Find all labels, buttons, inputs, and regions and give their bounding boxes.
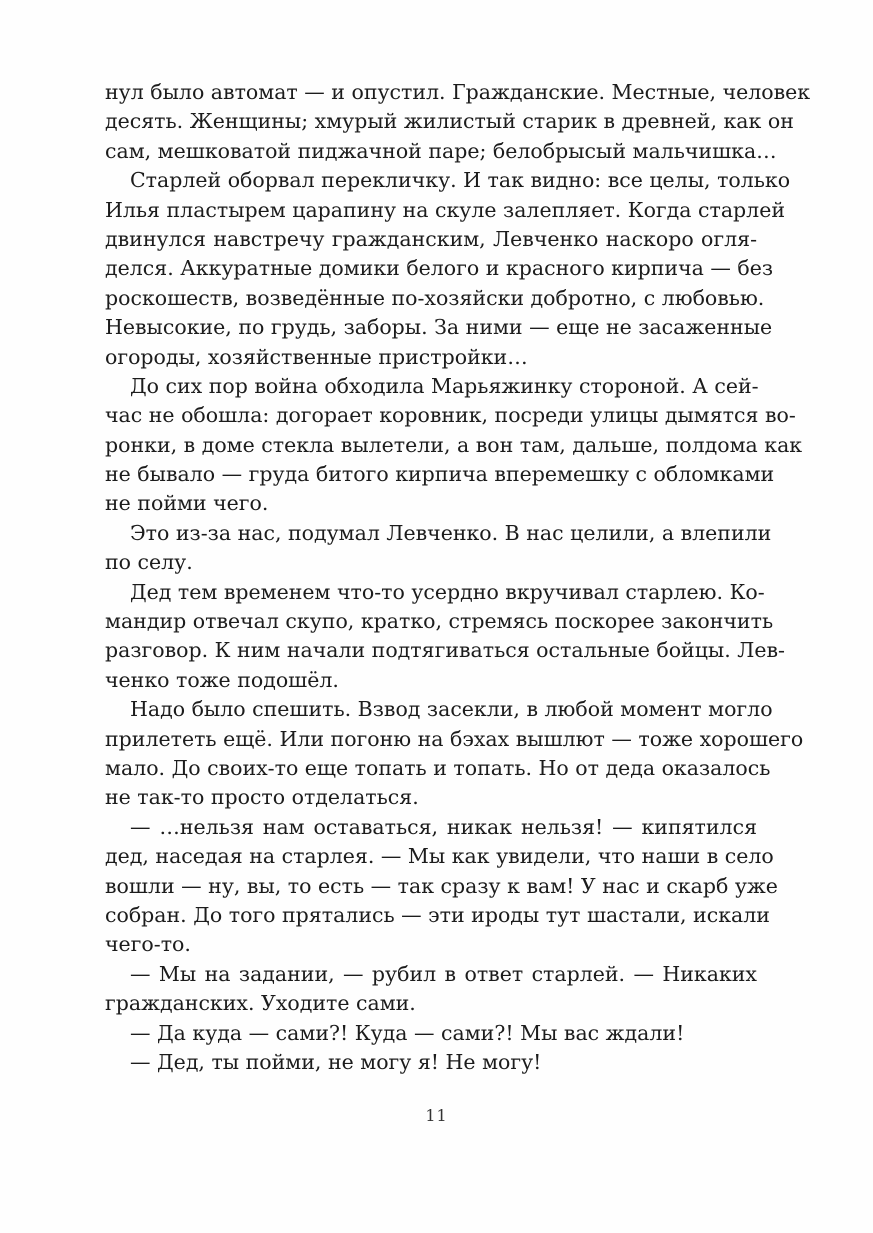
text-line: роскошеств, возведённые по-хозяйски добротно, с любовью. <box>105 285 765 310</box>
text-line: Надо было спешить. Взвод засекли, в любой момент могло <box>130 697 773 722</box>
text-line: ронки, в доме стекла вылетели, а вон там, дальше, полдома как <box>105 432 803 457</box>
text-line: двинулся навстречу гражданским, Левченко наскоро огля- <box>105 226 757 251</box>
text-line: собран. До того прятались — эти ироды тут шастали, искали <box>105 902 770 927</box>
text-line: разговор. К ним начали подтягиваться остальные бойцы. Лев- <box>105 638 785 663</box>
text-line: — Да куда — сами?! Куда — сами?! Мы вас ждали! <box>130 1020 685 1045</box>
text-line: — …нельзя нам оставаться, никак нельзя! — кипятился <box>130 814 757 839</box>
text-line: мандир отвечал скупо, кратко, стремясь поскорее закончить <box>105 609 774 634</box>
text-line: делся. Аккуратные домики белого и красного кирпича — без <box>105 256 774 281</box>
page-number: 11 <box>425 1106 448 1125</box>
text-line: Дед тем временем что-то усердно вкручивал старлею. Ко- <box>130 579 765 604</box>
text-line: нул было автомат — и опустил. Гражданские. Местные, человек <box>105 80 811 104</box>
text-line: гражданских. Уходите сами. <box>105 991 416 1016</box>
text-line: час не обошла: догорает коровник, посреди улицы дымятся во- <box>105 403 796 428</box>
text-line: ченко тоже подошёл. <box>105 667 339 692</box>
text-line: десять. Женщины; хмурый жилистый старик в древней, как он <box>105 109 794 134</box>
text-line: по селу. <box>105 550 193 575</box>
text-line: не пойми чего. <box>105 491 269 516</box>
text-line: чего-то. <box>105 932 191 957</box>
text-line: — Дед, ты пойми, не могу я! Не могу! <box>130 1049 542 1074</box>
text-line: огороды, хозяйственные пристройки… <box>105 344 528 369</box>
text-line: не бывало — груда битого кирпича вперемешку с обломками <box>105 462 775 487</box>
text-line: Илья пластырем царапину на скуле залепляет. Когда старлей <box>105 197 785 222</box>
text-line: Невысокие, по грудь, заборы. За ними — еще не засаженные <box>105 315 773 340</box>
text-line: До сих пор война обходила Марьяжинку стороной. А сей- <box>130 373 759 398</box>
text-line: сам, мешковатой пиджачной паре; белобрысый мальчишка… <box>105 138 777 163</box>
text-line: — Мы на задании, — рубил в ответ старлей. — Никаких <box>130 961 757 986</box>
text-line: дед, наседая на старлея. — Мы как увидели, что наши в село <box>105 844 774 869</box>
text-line: вошли — ну, вы, то есть — так сразу к вам! У нас и скарб уже <box>105 873 778 898</box>
text-line: мало. До своих-то еще топать и топать. Но от деда оказалось <box>105 755 771 780</box>
text-line: не так-то просто отделаться. <box>105 785 419 810</box>
body-text <box>105 78 811 1077</box>
text-line: прилететь ещё. Или погоню на бэхах вышлют — тоже хорошего <box>105 726 804 751</box>
text-line: Старлей оборвал перекличку. И так видно: все целы, только <box>130 168 791 193</box>
text-line: Это из-за нас, подумал Левченко. В нас целили, а влепили <box>130 520 772 545</box>
